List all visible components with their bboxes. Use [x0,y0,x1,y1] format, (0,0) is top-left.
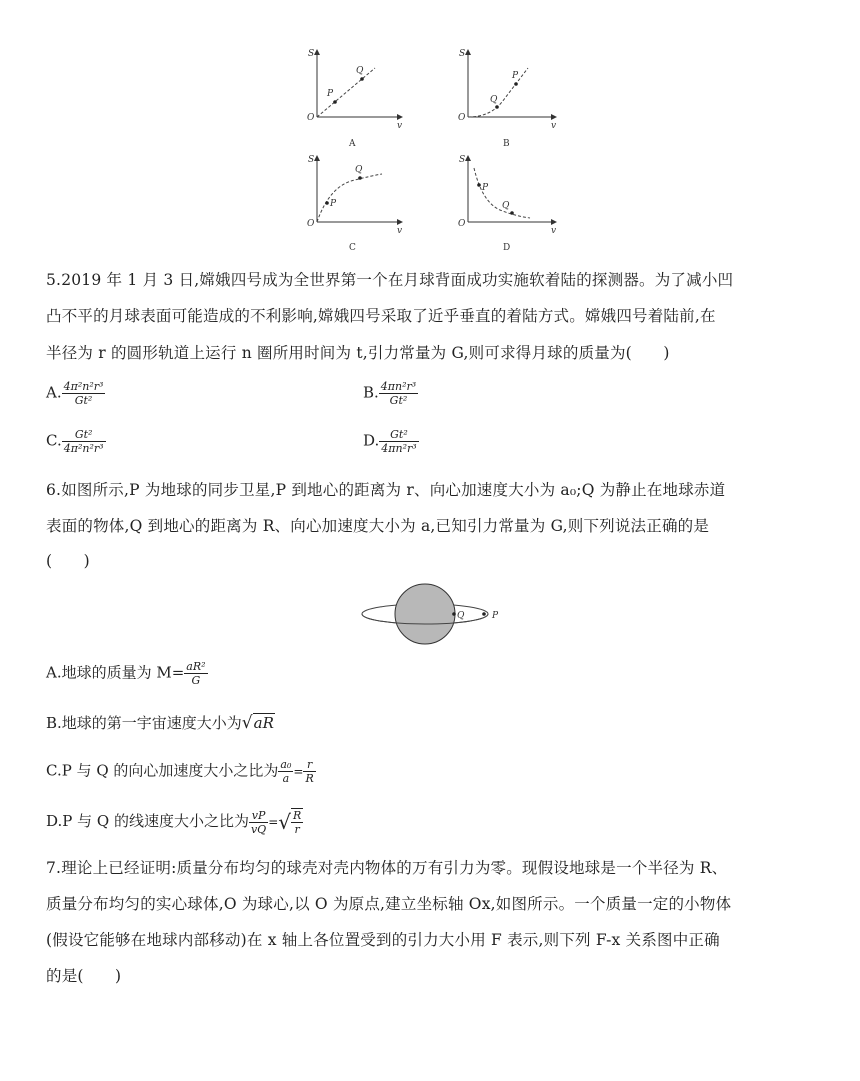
option-text: B.地球的第一宇宙速度大小为 [46,714,242,732]
panel-caption-c: C [349,243,356,253]
p-label: Q [490,95,498,105]
s-axis-label: S [308,49,315,59]
numerator: 4πn²r³ [380,380,417,393]
origin-label: O [307,219,315,229]
sqrt-sign: √ [278,810,292,834]
q6-stem-line-1: 6.如图所示,P 为地球的同步卫星,P 到地心的距离为 r、向心加速度大小为 a₀;Q 为静止在地球赤道 [46,481,726,499]
graph-panel-d [458,155,556,253]
panel-caption-b: B [503,139,510,149]
numerator: vP [249,809,268,823]
option-label: A. [46,383,62,402]
q-label: Q [356,66,364,76]
fraction [379,428,418,455]
earth-satellite-figure [358,578,508,650]
numerator: a₀ [280,758,292,771]
fraction [62,380,106,407]
numerator: R [293,809,302,822]
v-axis-label: v [551,121,557,131]
q-label: P [512,71,519,81]
q5-option-c[interactable] [46,428,106,455]
option-label: C. [46,431,62,450]
origin-label: O [458,219,466,229]
q7-stem-line-1: 7.理论上已经证明:质量分布均匀的球壳对壳内物体的万有引力为零。现假设地球是一个半径为 R、 [46,859,728,877]
panel-caption-d: D [503,243,511,253]
numerator: Gt² [62,428,106,442]
equals-sign: = [293,764,304,779]
numerator: r [303,758,315,772]
sv-graphs-figure [290,40,580,255]
fraction [62,428,106,455]
q-label: Q [457,611,465,621]
v-axis-label: v [397,121,403,131]
fraction [291,808,303,836]
q6-option-d[interactable] [46,808,303,836]
p-label: P [482,183,489,193]
q7-stem-line-4: 的是( ) [46,967,122,985]
numerator: 4π²n²r³ [63,380,104,393]
graph-panel-a [307,49,402,149]
numerator: aR² [186,660,206,673]
v-axis-label: v [551,226,557,236]
q6-option-a[interactable] [46,660,208,687]
option-label: B. [363,383,379,402]
origin-label: O [307,113,315,123]
option-text: D.P 与 Q 的线速度大小之比为 [46,812,249,830]
q6-option-c[interactable] [46,758,316,785]
graph-panel-b [458,49,556,149]
q5-stem-line-3: 半径为 r 的圆形轨道上运行 n 圈所用时间为 t,引力常量为 G,则可求得月球的质量为( ) [46,344,670,362]
fraction [303,758,315,785]
fraction [278,758,293,785]
q5-stem-line-2: 凸不平的月球表面可能造成的不利影响,嫦娥四号采取了近乎垂直的着陆方式。嫦娥四号着陆前,在 [46,307,716,325]
denominator: a [282,772,290,785]
denominator: 4π²n²r³ [63,442,104,455]
q-label: Q [502,201,510,211]
q-label: Q [355,165,363,175]
fraction [379,380,418,407]
q5-option-d[interactable] [363,428,419,455]
s-axis-label: S [308,155,315,165]
p-label: P [492,611,499,621]
s-axis-label: S [459,49,466,59]
sqrt-radicand: aR [253,714,274,732]
fraction [249,809,268,836]
numerator: Gt² [379,428,418,442]
s-axis-label: S [459,155,466,165]
sqrt-sign: √ [241,713,253,733]
q5-stem-line-1: 5.2019 年 1 月 3 日,嫦娥四号成为全世界第一个在月球背面成功实施软着陆的探测器。为了减小凹 [46,271,734,289]
denominator: r [294,823,300,836]
denominator: Gt² [389,394,408,407]
graph-panel-c [307,155,402,253]
denominator: R [305,772,314,785]
option-text: A.地球的质量为 M= [46,663,185,682]
q6-stem-line-2: 表面的物体,Q 到地心的距离为 R、向心加速度大小为 a,已知引力常量为 G,则下列说法正确的是 [46,517,710,535]
panel-caption-a: A [349,139,356,149]
q5-option-a[interactable] [46,380,105,407]
v-axis-label: v [397,226,403,236]
q5-option-b[interactable] [363,380,418,407]
earth-sphere [395,584,455,644]
denominator: 4πn²r³ [381,442,417,455]
denominator: vQ [250,822,267,836]
option-label: D. [363,431,380,450]
q6-option-b[interactable] [46,712,275,733]
q6-stem-line-3: ( ) [46,552,90,570]
denominator: G [191,674,201,687]
p-label: P [327,89,334,99]
equals-sign: = [268,815,279,829]
origin-label: O [458,113,466,123]
denominator: Gt² [74,394,93,407]
fraction [184,660,207,687]
p-label: P [330,199,337,209]
q7-stem-line-3: (假设它能够在地球内部移动)在 x 轴上各位置受到的引力大小用 F 表示,则下列 F-x 关系图中正确 [46,931,720,949]
q7-stem-line-2: 质量分布均匀的实心球体,O 为球心,以 O 为原点,建立坐标轴 Ox,如图所示。一个质量一定的小物体 [46,895,732,913]
option-text: C.P 与 Q 的向心加速度大小之比为 [46,761,279,780]
